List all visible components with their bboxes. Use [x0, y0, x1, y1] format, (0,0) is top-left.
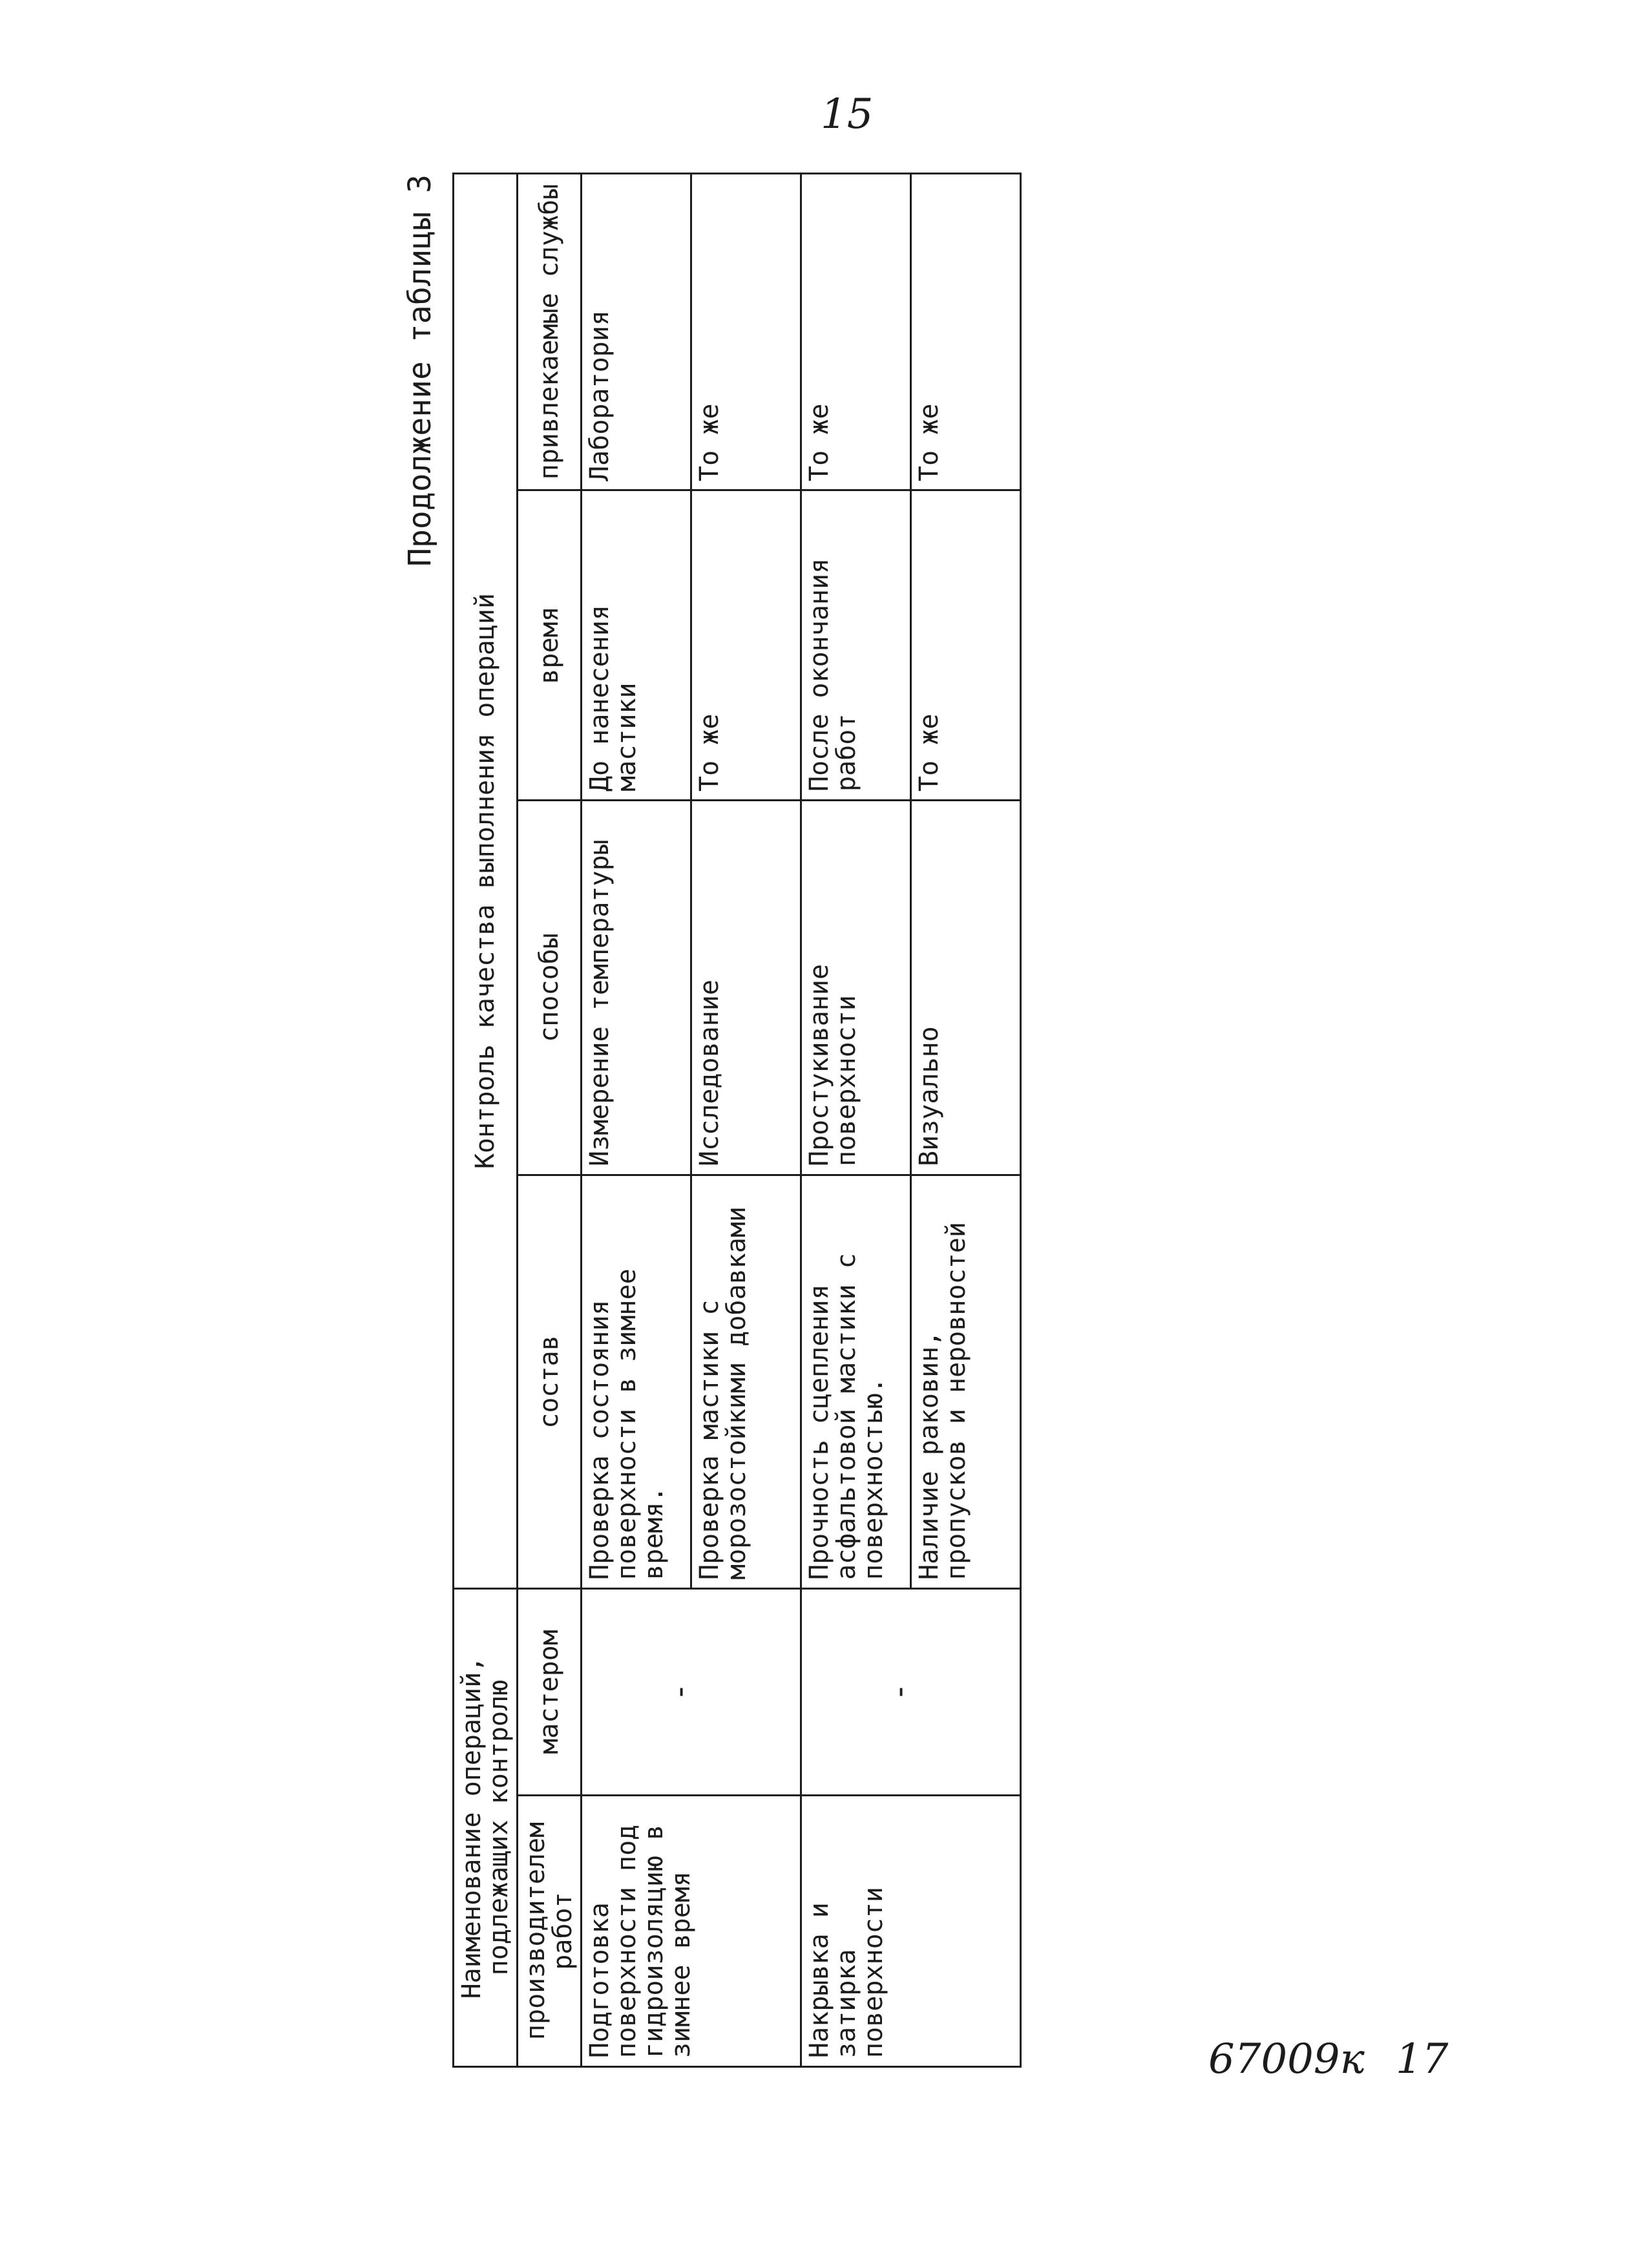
cell-service: То же [911, 173, 1021, 490]
cell-composition: Наличие раковин, пропусков и неровностей [911, 1175, 1021, 1588]
table-caption: Продолжение таблицы 3 [402, 174, 438, 567]
sheet-number: 17 [1396, 2035, 1449, 2083]
header-composition: состав [518, 1175, 582, 1588]
control-table [452, 173, 1022, 2068]
header-producer: производителем работ [518, 1796, 582, 2067]
page-number: 15 [821, 90, 874, 138]
cell-producer: Подготовка поверхности под гидроизоляцию в зимнее время [582, 1796, 801, 2067]
header-services: привлекаемые службы [518, 173, 582, 490]
cell-time: После окончания работ [801, 490, 911, 800]
cell-service: То же [801, 173, 911, 490]
header-master: мастером [518, 1588, 582, 1795]
header-methods: способы [518, 800, 582, 1175]
cell-method: Визуально [911, 800, 1021, 1175]
table-row [801, 173, 911, 2066]
cell-composition: Прочность сцепления асфальтовой мастики с поверхностью. [801, 1175, 911, 1588]
cell-method: Исследование [691, 800, 801, 1175]
cell-time: То же [691, 490, 801, 800]
cell-time: До нанесения мастики [582, 490, 691, 800]
cell-time: То же [911, 490, 1021, 800]
header-row-top [454, 173, 518, 2066]
header-operation-names: Наименование операций, подлежащих контролю [454, 1588, 518, 2066]
header-quality-control: Контроль качества выполнения операций [454, 173, 518, 1588]
cell-composition: Проверка состояния поверхности в зимнее время. [582, 1175, 691, 1588]
cell-method: Простукивание поверхности [801, 800, 911, 1175]
rotated-table-area [388, 174, 1486, 2068]
document-code: 67009к [1208, 2035, 1365, 2083]
cell-producer: Накрывка и затирка поверхности [801, 1796, 1021, 2067]
header-row-sub [518, 173, 582, 2066]
cell-method: Измерение температуры [582, 800, 691, 1175]
table-row [582, 173, 691, 2066]
cell-service: То же [691, 173, 801, 490]
cell-master-dash: - [662, 1683, 698, 1701]
cell-master-dash: - [881, 1683, 918, 1701]
header-time: время [518, 490, 582, 800]
cell-service: Лаборатория [582, 173, 691, 490]
cell-composition: Проверка мастики с морозостойкими добавками [691, 1175, 801, 1588]
cell-master [801, 1588, 1021, 1795]
cell-master [582, 1588, 801, 1795]
